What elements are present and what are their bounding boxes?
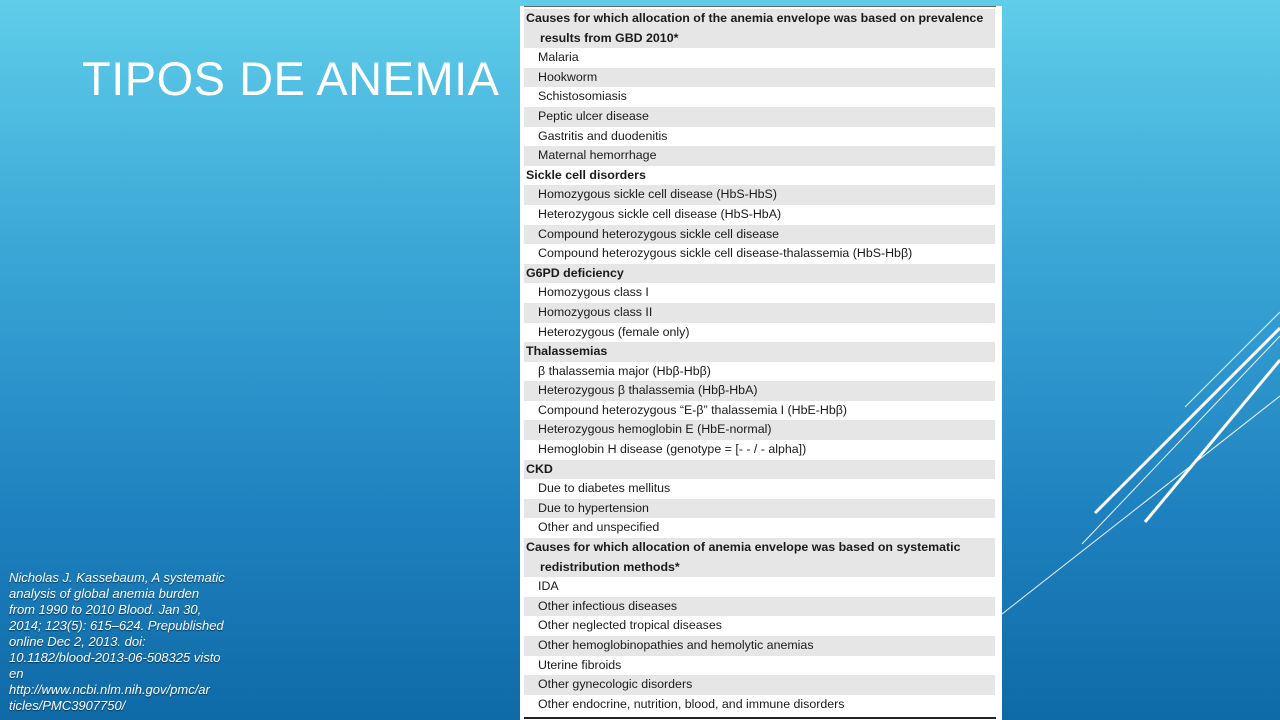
table-section-header: Sickle cell disorders (526, 167, 646, 182)
citation-link[interactable]: http://www.ncbi.nlm.nih.gov/pmc/ar (9, 682, 210, 697)
table-row: Uterine fibroids (538, 657, 622, 672)
table-row: Homozygous class I (538, 285, 649, 300)
slide-title: TIPOS DE ANEMIA (82, 52, 500, 105)
table-row: Other hemoglobinopathies and hemolytic anemias (524, 636, 995, 656)
citation-line: from 1990 to 2010 Blood. Jan 30, (9, 602, 202, 617)
citation-line: analysis of global anemia burden (9, 586, 200, 601)
table-section-header: Causes for which allocation of the anemia envelope was based on prevalence (524, 9, 995, 29)
citation-line: online Dec 2, 2013. doi: (9, 634, 146, 649)
table-row: Other infectious diseases (524, 597, 995, 617)
table-row: IDA (538, 579, 559, 594)
decor-line (1002, 396, 1280, 614)
decor-line (1145, 360, 1280, 522)
causes-table-image (520, 6, 1002, 720)
table-row: Other gynecologic disorders (524, 675, 995, 695)
decor-line (1095, 328, 1280, 513)
table-row: Schistosomiasis (538, 89, 627, 104)
table-row: Malaria (538, 50, 579, 65)
decor-line (1185, 312, 1280, 407)
table-row: Compound heterozygous “E-β” thalassemia I (HbE-Hbβ) (538, 402, 847, 417)
table-section-header: redistribution methods* (524, 558, 995, 578)
table-row: Gastritis and duodenitis (538, 128, 668, 143)
table-row: Other and unspecified (538, 520, 660, 535)
table-row: Hemoglobin H disease (genotype = [- - / - alpha]) (538, 442, 807, 457)
table-row: Homozygous class II (524, 303, 995, 323)
table-row: Due to diabetes mellitus (538, 481, 671, 496)
table-row: Compound heterozygous sickle cell disease-thalassemia (HbS-Hbβ) (538, 246, 913, 261)
table-row: Heterozygous hemoglobin E (HbE-normal) (524, 420, 995, 440)
table-row: Heterozygous β thalassemia (Hbβ-HbA) (524, 381, 995, 401)
table-row: Maternal hemorrhage (524, 146, 995, 166)
table-row: Heterozygous sickle cell disease (HbS-HbA) (538, 206, 782, 221)
table-row: Due to hypertension (524, 499, 995, 519)
causes-table (524, 9, 995, 714)
table-bottom-rule (524, 717, 996, 719)
table-section-header: Thalassemias (524, 342, 995, 362)
table-row: Other endocrine, nutrition, blood, and immune disorders (538, 696, 845, 711)
table-section-header: results from GBD 2010* (524, 29, 995, 49)
table-row: Heterozygous (female only) (538, 324, 690, 339)
citation-link[interactable]: ticles/PMC3907750/ (9, 698, 126, 713)
table-row: Hookworm (524, 68, 995, 88)
table-row: Peptic ulcer disease (524, 107, 995, 127)
table-top-rule (524, 6, 996, 7)
table-section-header: G6PD deficiency (524, 264, 995, 284)
citation-line: Nicholas J. Kassebaum, A systematic (9, 570, 225, 585)
decor-line (1082, 336, 1280, 544)
table-row: β thalassemia major (Hbβ-Hbβ) (538, 363, 711, 378)
citation-line: 2014; 123(5): 615–624. Prepublished (9, 618, 224, 633)
decorative-lines (990, 300, 1280, 630)
citation-line: en (9, 666, 24, 681)
table-section-header: Causes for which allocation of anemia envelope was based on systematic (524, 538, 995, 558)
citation (9, 570, 259, 714)
table-row: Compound heterozygous sickle cell disease (524, 225, 995, 245)
table-row: Other neglected tropical diseases (538, 618, 722, 633)
table-row: Homozygous sickle cell disease (HbS-HbS) (524, 185, 995, 205)
citation-line: 10.1182/blood-2013-06-508325 visto (9, 650, 221, 665)
table-section-header: CKD (524, 460, 995, 480)
